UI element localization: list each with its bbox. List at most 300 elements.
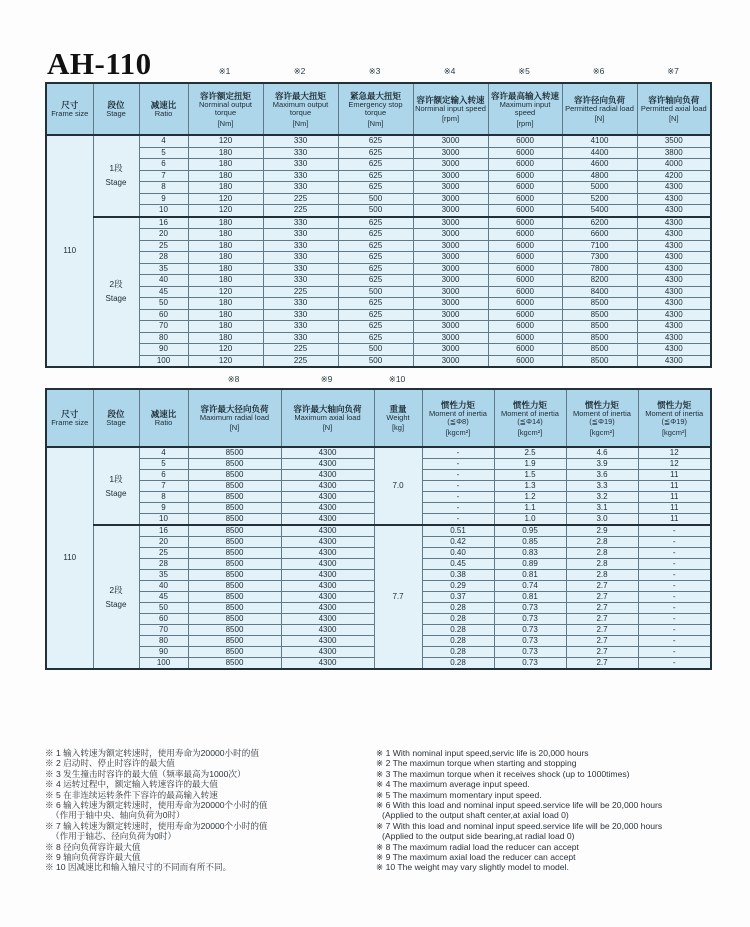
reference-mark: ※5 [518, 66, 530, 76]
footnote-line: ※ 1 With nominal input speed,servic life is 20,000 hours [376, 748, 589, 758]
value-cell: 0.81 [494, 592, 566, 603]
value-cell: 6000 [488, 193, 562, 205]
value-cell: 180 [188, 147, 263, 159]
value-cell: 180 [188, 252, 263, 264]
value-cell: 8500 [188, 459, 281, 470]
ratio-cell: 25 [139, 548, 188, 559]
value-cell: 4300 [281, 592, 374, 603]
column-header [638, 389, 711, 447]
value-cell: 4300 [281, 559, 374, 570]
header-label-cn: 惯性力矩 [657, 399, 692, 410]
value-cell: 625 [338, 229, 413, 241]
header-label-en: Stage [106, 417, 126, 427]
ratio-cell: 20 [139, 537, 188, 548]
value-cell: 3000 [413, 275, 488, 287]
stage-label-en: Stage [105, 599, 127, 609]
value-cell: 180 [188, 159, 263, 171]
value-cell: 4200 [637, 170, 711, 182]
ratio-cell: 20 [139, 229, 188, 241]
table-row [46, 217, 711, 229]
value-cell: 6000 [488, 252, 562, 264]
page-title: AH-110 [47, 46, 152, 81]
value-cell: 2.7 [566, 647, 638, 658]
value-cell: 225 [263, 286, 338, 298]
header-unit: [kgcm²] [661, 427, 687, 437]
stage-cell [93, 217, 139, 368]
value-cell: 225 [263, 355, 338, 367]
value-cell: 3.0 [566, 514, 638, 526]
reference-mark: ※10 [388, 374, 406, 384]
value-cell: 4300 [281, 481, 374, 492]
value-cell: - [422, 481, 494, 492]
footnote-line: ※ 3 发生撞击时容许的最大值（频率最高为1000次） [45, 768, 246, 779]
value-cell: 3000 [413, 217, 488, 229]
value-cell: 4300 [637, 263, 711, 275]
value-cell: 0.81 [494, 570, 566, 581]
stage-label-cn: 1段 [109, 473, 123, 484]
value-cell: 0.89 [494, 559, 566, 570]
value-cell: 180 [188, 182, 263, 194]
value-cell: 6000 [488, 275, 562, 287]
ratio-cell: 9 [139, 193, 188, 205]
header-diameter-note: (≦Φ8) [447, 417, 469, 426]
footnote-line: ※ 3 The maximun torque when it receives shock (up to 1000times) [376, 768, 630, 779]
value-cell: 4300 [637, 298, 711, 310]
column-header [494, 389, 566, 447]
footnote-line: ※ 4 The maximum average input speed. [376, 779, 530, 790]
footnote-line: ※ 1 输入转速为额定转速时，使用寿命为20000小时的值 [45, 748, 259, 758]
value-cell: 3000 [413, 147, 488, 159]
value-cell: 6000 [488, 332, 562, 344]
value-cell: 180 [188, 240, 263, 252]
footnote-line: (Applied to the output side bearing,at radial load 0) [382, 831, 575, 842]
ratio-cell: 60 [139, 309, 188, 321]
value-cell: 330 [263, 252, 338, 264]
header-label-cn: 容许最大径向负荷 [200, 403, 269, 414]
value-cell: 8500 [188, 525, 281, 537]
value-cell: 0.85 [494, 537, 566, 548]
value-cell: 120 [188, 193, 263, 205]
value-cell: 6000 [488, 355, 562, 367]
header-label-en: Emergency stop torque [348, 99, 403, 117]
value-cell: 11 [638, 514, 711, 526]
value-cell: 330 [263, 321, 338, 333]
column-header [338, 83, 413, 135]
value-cell: 330 [263, 275, 338, 287]
footnote-line: ※ 4 运转过程中，额定输入转速容许的最大值 [45, 779, 218, 790]
value-cell: 3000 [413, 252, 488, 264]
table-row [46, 309, 711, 321]
ratio-cell: 90 [139, 344, 188, 356]
footnote-line: ※ 7 With this load and nominal input speed.service life will be 20,000 hours [376, 820, 663, 831]
value-cell: 7100 [562, 240, 637, 252]
column-header [566, 389, 638, 447]
value-cell: 8500 [188, 447, 281, 459]
value-cell: 4300 [281, 459, 374, 470]
value-cell: 0.28 [422, 658, 494, 670]
footnotes-english [376, 748, 721, 873]
header-unit: [rpm] [516, 118, 534, 128]
value-cell: 0.38 [422, 570, 494, 581]
value-cell: 8500 [188, 481, 281, 492]
column-header [46, 83, 93, 135]
ratio-cell: 80 [139, 636, 188, 647]
table-row [46, 286, 711, 298]
footnotes-chinese [45, 748, 373, 873]
value-cell: 3000 [413, 309, 488, 321]
header-label-cn: 尺寸 [61, 99, 79, 110]
value-cell: 120 [188, 205, 263, 217]
footnote-line: ※ 8 The maximum radial load the reducer can accept [376, 841, 579, 852]
value-cell: 120 [188, 344, 263, 356]
value-cell: 4400 [562, 147, 637, 159]
value-cell: - [638, 614, 711, 625]
value-cell: 180 [188, 170, 263, 182]
ratio-cell: 6 [139, 470, 188, 481]
value-cell: 4300 [281, 525, 374, 537]
reference-mark: ※1 [218, 66, 231, 76]
value-cell: 6000 [488, 309, 562, 321]
value-cell: 330 [263, 217, 338, 229]
value-cell: 6000 [488, 344, 562, 356]
header-label-cn: 容许最大扭矩 [274, 90, 326, 101]
value-cell: 2.7 [566, 636, 638, 647]
stage-label-en: Stage [105, 488, 127, 498]
header-label-en: Frame size [51, 108, 89, 118]
value-cell: 8500 [188, 614, 281, 625]
header-label-en: Stage [106, 108, 126, 118]
value-cell: 330 [263, 147, 338, 159]
value-cell: 6000 [488, 170, 562, 182]
ratio-cell: 8 [139, 182, 188, 194]
footnote-line: ※ 8 径向负荷容许最大值 [45, 841, 141, 852]
header-unit: [Nm] [292, 118, 309, 128]
reference-mark: ※6 [592, 66, 605, 76]
value-cell: 2.8 [566, 548, 638, 559]
header-label-cn: 惯性力矩 [512, 399, 547, 410]
header-label-en: Moment of inertia [501, 408, 559, 418]
value-cell: 4300 [281, 625, 374, 636]
value-cell: - [638, 647, 711, 658]
value-cell: 4800 [562, 170, 637, 182]
header-label-en: Norminal input speed [415, 103, 486, 113]
value-cell: - [638, 559, 711, 570]
value-cell: 4300 [281, 492, 374, 503]
value-cell: 0.73 [494, 625, 566, 636]
header-label-en: Maximum output torque [272, 99, 329, 117]
value-cell: 7300 [562, 252, 637, 264]
header-label-cn: 惯性力矩 [440, 399, 475, 410]
value-cell: - [422, 503, 494, 514]
value-cell: 625 [338, 240, 413, 252]
reference-mark: ※3 [368, 66, 381, 76]
value-cell: 625 [338, 263, 413, 275]
value-cell: - [638, 603, 711, 614]
value-cell: 330 [263, 159, 338, 171]
value-cell: 8500 [562, 309, 637, 321]
value-cell: 330 [263, 170, 338, 182]
value-cell: 180 [188, 275, 263, 287]
value-cell: 625 [338, 159, 413, 171]
value-cell: 625 [338, 147, 413, 159]
table-row [46, 159, 711, 171]
value-cell: 2.9 [566, 525, 638, 537]
value-cell: 180 [188, 229, 263, 241]
value-cell: 8500 [188, 470, 281, 481]
value-cell: - [638, 570, 711, 581]
value-cell: 5000 [562, 182, 637, 194]
value-cell: - [422, 447, 494, 459]
frame-size-cell: 110 [46, 447, 93, 669]
value-cell: 225 [263, 193, 338, 205]
value-cell: 4300 [637, 182, 711, 194]
header-label-en: Maximum radial load [199, 412, 270, 422]
value-cell: 8500 [188, 514, 281, 526]
value-cell: 225 [263, 344, 338, 356]
weight-cell: 7.0 [374, 447, 422, 525]
footnote-line: ※ 5 在非连续运转条件下容许的最高输入转速 [45, 789, 218, 800]
value-cell: 8200 [562, 275, 637, 287]
value-cell: 3000 [413, 205, 488, 217]
weight-cell: 7.7 [374, 525, 422, 669]
stage-label-cn: 1段 [109, 163, 123, 174]
value-cell: - [422, 470, 494, 481]
header-label-cn: 容许径向负荷 [573, 94, 625, 105]
column-header [139, 83, 188, 135]
header-unit: [kg] [391, 423, 405, 433]
column-header [46, 389, 93, 447]
value-cell: 625 [338, 309, 413, 321]
value-cell: 625 [338, 170, 413, 182]
stage-cell [93, 525, 139, 669]
value-cell: 330 [263, 240, 338, 252]
column-header [281, 389, 374, 447]
table-row [46, 275, 711, 287]
value-cell: 1.9 [494, 459, 566, 470]
value-cell: 6000 [488, 147, 562, 159]
header-label-cn: 惯性力矩 [584, 399, 619, 410]
header-label-cn: 容许最高输入转速 [490, 90, 559, 101]
value-cell: 330 [263, 332, 338, 344]
header-diameter-note: (≦Φ14) [517, 417, 543, 426]
stage-label-cn: 2段 [109, 584, 123, 595]
value-cell: 8500 [188, 636, 281, 647]
value-cell: 4300 [637, 344, 711, 356]
value-cell: 500 [338, 205, 413, 217]
footnote-line: ※ 10 因减速比和输入轴尺寸的不同而有所不同。 [45, 862, 232, 873]
ratio-cell: 80 [139, 332, 188, 344]
table-row [46, 321, 711, 333]
value-cell: 4300 [637, 309, 711, 321]
value-cell: 180 [188, 309, 263, 321]
column-header [562, 83, 637, 135]
value-cell: - [638, 625, 711, 636]
value-cell: 500 [338, 344, 413, 356]
value-cell: 5400 [562, 205, 637, 217]
ratio-cell: 16 [139, 525, 188, 537]
column-header [422, 389, 494, 447]
value-cell: 3000 [413, 298, 488, 310]
ratio-cell: 50 [139, 603, 188, 614]
value-cell: 3.3 [566, 481, 638, 492]
value-cell: 0.74 [494, 581, 566, 592]
column-header [93, 389, 139, 447]
value-cell: - [422, 492, 494, 503]
reference-mark: ※8 [227, 374, 240, 384]
header-label-en: Moment of inertia [573, 408, 631, 418]
value-cell: 4300 [281, 603, 374, 614]
column-header [93, 83, 139, 135]
reference-mark: ※4 [443, 66, 456, 76]
value-cell: 225 [263, 205, 338, 217]
header-label-cn: 减速比 [150, 408, 177, 419]
footnote-line: （作用于轴中央、轴向负荷为0时） [51, 810, 185, 821]
table-row [46, 205, 711, 217]
value-cell: 4300 [281, 548, 374, 559]
table-header-row [46, 389, 711, 447]
ratio-cell: 16 [139, 217, 188, 229]
value-cell: 2.7 [566, 603, 638, 614]
footnote-line: ※ 6 With this load and nominal input speed.service life will be 20,000 hours [376, 800, 663, 811]
ratio-cell: 5 [139, 147, 188, 159]
frame-size-cell: 110 [46, 135, 93, 367]
stage-cell [93, 135, 139, 217]
footnote-line: ※ 9 The maximum axial load the reducer can accept [376, 852, 576, 863]
header-label-cn: 容许轴向负荷 [648, 94, 700, 105]
value-cell: 0.51 [422, 525, 494, 537]
value-cell: 0.28 [422, 625, 494, 636]
stage-cell [93, 447, 139, 525]
value-cell: 1.1 [494, 503, 566, 514]
value-cell: 12 [638, 447, 711, 459]
column-header [413, 83, 488, 135]
value-cell: 8500 [562, 298, 637, 310]
ratio-cell: 90 [139, 647, 188, 658]
value-cell: 6000 [488, 182, 562, 194]
header-label-cn: 段位 [107, 408, 125, 419]
value-cell: 4100 [562, 135, 637, 147]
ratio-cell: 6 [139, 159, 188, 171]
column-header [488, 83, 562, 135]
column-header [139, 389, 188, 447]
value-cell: 330 [263, 298, 338, 310]
value-cell: 6200 [562, 217, 637, 229]
value-cell: 4300 [637, 286, 711, 298]
value-cell: 4300 [637, 321, 711, 333]
value-cell: 1.3 [494, 481, 566, 492]
table-row [46, 240, 711, 252]
table-row [46, 252, 711, 264]
value-cell: 4.6 [566, 447, 638, 459]
table1-reference-marks [45, 66, 750, 77]
value-cell: 625 [338, 321, 413, 333]
value-cell: 1.2 [494, 492, 566, 503]
value-cell: 11 [638, 503, 711, 514]
ratio-cell: 35 [139, 570, 188, 581]
header-label-cn: 尺寸 [61, 408, 79, 419]
header-label-en: Permitted axial load [640, 103, 707, 113]
value-cell: 6000 [488, 321, 562, 333]
value-cell: 180 [188, 217, 263, 229]
value-cell: - [638, 548, 711, 559]
value-cell: - [638, 636, 711, 647]
value-cell: 330 [263, 135, 338, 147]
value-cell: 7800 [562, 263, 637, 275]
reference-mark: ※7 [667, 66, 679, 76]
table-row [46, 525, 711, 537]
value-cell: 8500 [188, 492, 281, 503]
value-cell: 6600 [562, 229, 637, 241]
table-row [46, 298, 711, 310]
header-unit: [Nm] [367, 118, 384, 128]
header-unit: [N] [594, 114, 605, 124]
value-cell: 3000 [413, 170, 488, 182]
value-cell: 3000 [413, 344, 488, 356]
value-cell: 4600 [562, 159, 637, 171]
value-cell: 4300 [281, 581, 374, 592]
header-label-cn: 容许额定输入转速 [416, 94, 485, 105]
value-cell: - [638, 658, 711, 670]
header-label-en: Weight [386, 412, 410, 422]
column-header [188, 83, 263, 135]
ratio-cell: 10 [139, 514, 188, 526]
column-header [263, 83, 338, 135]
value-cell: 625 [338, 135, 413, 147]
value-cell: 1.0 [494, 514, 566, 526]
ratio-cell: 70 [139, 321, 188, 333]
value-cell: 3000 [413, 355, 488, 367]
header-diameter-note: (≦Φ19) [589, 417, 615, 426]
load-inertia-table [45, 388, 712, 670]
value-cell: 2.7 [566, 625, 638, 636]
stage-label-cn: 2段 [109, 279, 123, 290]
header-label-cn: 段位 [107, 99, 125, 110]
value-cell: 0.29 [422, 581, 494, 592]
value-cell: 4300 [281, 470, 374, 481]
value-cell: 2.8 [566, 570, 638, 581]
value-cell: 8500 [188, 592, 281, 603]
value-cell: 0.83 [494, 548, 566, 559]
value-cell: 180 [188, 332, 263, 344]
value-cell: 4300 [637, 252, 711, 264]
value-cell: 8500 [188, 603, 281, 614]
ratio-cell: 5 [139, 459, 188, 470]
value-cell: 625 [338, 298, 413, 310]
header-unit: [rpm] [441, 114, 460, 124]
ratio-cell: 45 [139, 592, 188, 603]
value-cell: 3000 [413, 332, 488, 344]
table-row [46, 182, 711, 194]
value-cell: 2.8 [566, 537, 638, 548]
value-cell: 0.28 [422, 636, 494, 647]
value-cell: 3500 [637, 135, 711, 147]
table-row [46, 193, 711, 205]
value-cell: 4300 [281, 636, 374, 647]
value-cell: 8500 [562, 332, 637, 344]
ratio-cell: 100 [139, 355, 188, 367]
value-cell: 3800 [637, 147, 711, 159]
value-cell: 8500 [188, 658, 281, 670]
header-label-en: Moment of inertia [429, 408, 487, 418]
value-cell: 3000 [413, 240, 488, 252]
value-cell: 3.9 [566, 459, 638, 470]
value-cell: 0.45 [422, 559, 494, 570]
value-cell: 0.37 [422, 592, 494, 603]
value-cell: 3000 [413, 159, 488, 171]
value-cell: 120 [188, 355, 263, 367]
header-label-en: Ratio [154, 108, 173, 118]
ratio-cell: 8 [139, 492, 188, 503]
